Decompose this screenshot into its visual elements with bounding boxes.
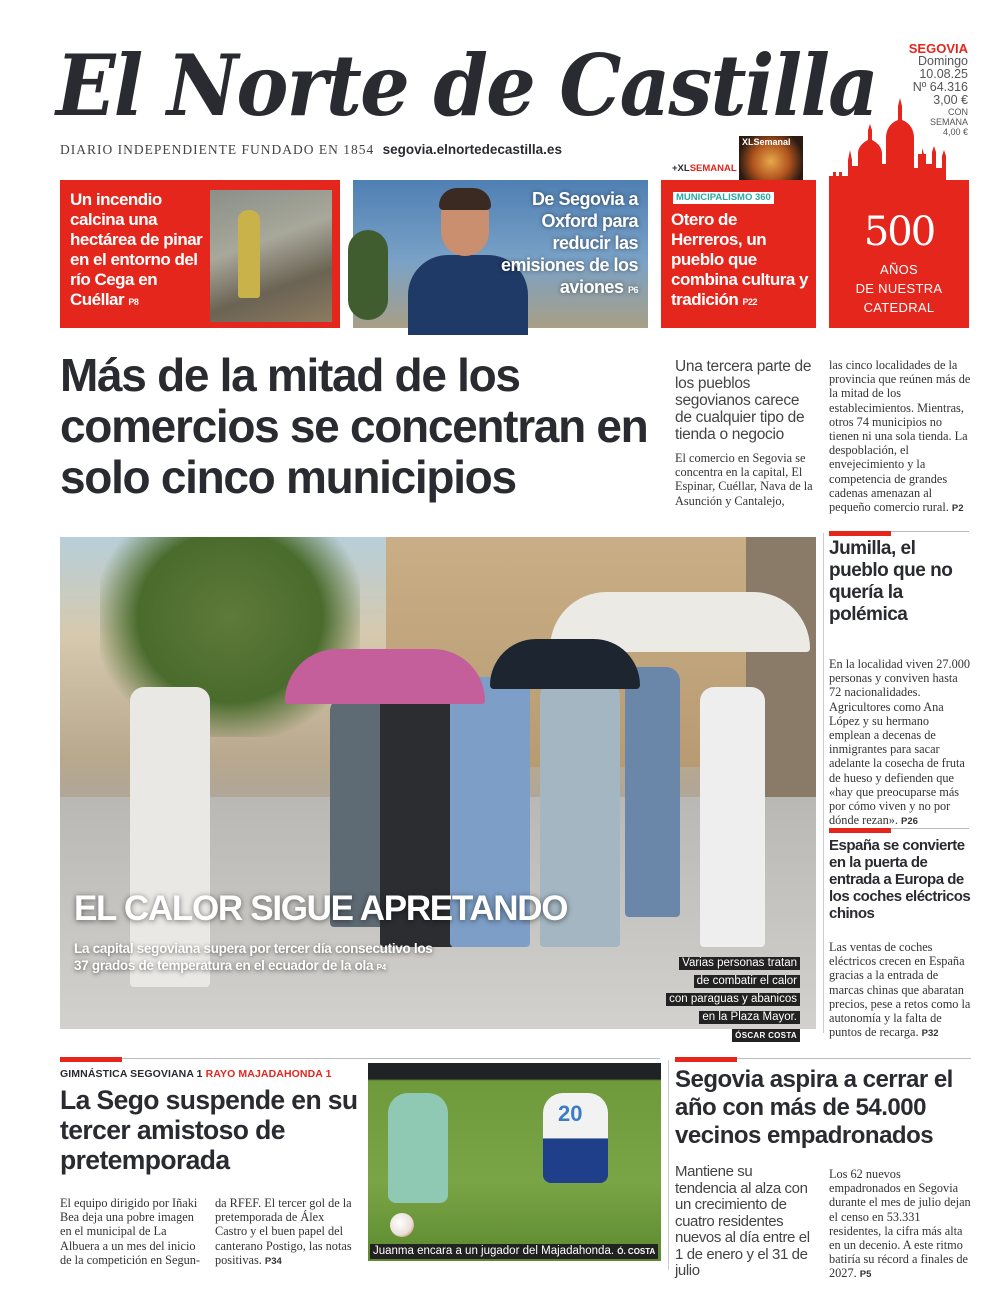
teaser-incendio[interactable] (60, 180, 340, 328)
xl-name: SEMANAL (689, 163, 737, 174)
red-accent-bar (829, 531, 891, 536)
edition-price-semana: 4,00 € (942, 127, 968, 137)
teaser-headline (671, 210, 811, 312)
tree-shape (348, 230, 388, 320)
red-accent-bar (675, 1057, 737, 1062)
sports-body-col2 (215, 1196, 358, 1269)
page-ref: P34 (264, 1255, 282, 1267)
match-score-kicker (60, 1068, 332, 1080)
column-divider (668, 1060, 669, 1270)
masthead-logo[interactable]: El Norte de Castilla (56, 36, 877, 135)
red-accent-bar (60, 1057, 122, 1062)
main-photo[interactable] (60, 537, 816, 1040)
photo-subhead (74, 940, 444, 976)
coches-body-text: Las ventas de coches eléctricos crecen en España gracias a la entrada de marcas chinas que abaratan precios, pese a retos como la autonomía y la falta de puntos de recarga. (829, 940, 971, 1040)
edition-semana: SEMANA (929, 117, 968, 127)
lead-body-col1: El comercio en Segovia se concentra en la capital, El Espinar, Cuéllar, Nava de la Asunción y Cantalejo, (675, 451, 813, 508)
edition-issue: Nº 64.316 (912, 80, 968, 94)
coches-headline[interactable]: España se convierte en la puerta de entrada a Europa de los coches eléctricos chinos (829, 837, 971, 922)
teaser-headline-text: Otero de Herreros, un pueblo que combina cultura y tradición (671, 210, 808, 309)
home-team-score: GIMNÁSTICA SEGOVIANA 1 (60, 1068, 203, 1080)
census-deck: Mantiene su tendencia al alza con un crecimiento de cuatro residentes nuevos al día entre el 1 de enero y el 31 de julio (675, 1163, 810, 1279)
anniversary-line: CATEDRAL (863, 300, 935, 315)
sports-headline[interactable]: La Sego suspende en su tercer amistoso de pretemporada (60, 1085, 358, 1175)
umbrella-pink (285, 649, 485, 704)
away-team-score: RAYO MAJADAHONDA 1 (205, 1068, 332, 1080)
firefighter-photo (210, 190, 332, 322)
teaser-oxford[interactable] (353, 180, 648, 328)
cathedral-silhouette-icon (829, 98, 969, 190)
teaser-catedral[interactable] (829, 180, 969, 328)
edition-day: Domingo (917, 54, 968, 68)
page-ref: P2 (951, 503, 964, 515)
lead-body-text: las cinco localidades de la provincia que reúnen más de la mitad de los establecimientos. Mientras, otros 74 municipios no tienen ni una sola tienda. La despoblación, el envejecimiento y la competencia de grandes cadenas amenazan al pequeño comercio rural. (829, 358, 971, 515)
census-body (829, 1167, 971, 1283)
jumilla-headline[interactable]: Jumilla, el pueblo que no quería la polémica (829, 538, 953, 625)
lead-headline[interactable]: Más de la mitad de los comercios se concentran en solo cinco municipios (60, 349, 648, 503)
column-divider (823, 533, 824, 1033)
anniversary-line: AÑOS (879, 262, 919, 277)
figure-shape (625, 667, 680, 917)
edition-city: SEGOVIA (908, 41, 968, 56)
census-body-text: Los 62 nuevos empadronados en Segovia durante el mes de julio dejan el censo en 53.331 residentes, la cifra más alta en un decenio. A este ritmo batiría su récord a finales de 2027. (829, 1167, 971, 1281)
photo-subhead-text: La capital segoviana supera por tercer día consecutivo los 37 grados de temperatura en el ecuador de la ola (74, 941, 433, 973)
xlsemanal-cover-text: XLSemanal (742, 137, 791, 147)
figure-shape (700, 687, 765, 947)
red-accent-bar (829, 828, 891, 833)
football-photo-caption (370, 1244, 658, 1259)
xl-plus: +XL (672, 163, 690, 174)
photo-credit: ÓSCAR COSTA (732, 1029, 800, 1042)
page-ref: P32 (921, 1028, 939, 1040)
jersey-number: 20 (558, 1101, 583, 1126)
page-ref: P4 (376, 963, 386, 972)
anniversary-text (829, 260, 969, 317)
umbrella-dark (490, 639, 640, 689)
caption-line: con paraguas y abanicos (666, 993, 800, 1006)
edition-con: CON (948, 107, 968, 117)
firefighter-figure (238, 210, 260, 298)
page-ref: P5 (859, 1269, 872, 1281)
football-icon (390, 1213, 414, 1237)
xlsemanal-label (672, 163, 737, 174)
section-kicker: MUNICIPALISMO 360 (673, 192, 774, 204)
page-ref: P22 (742, 297, 758, 307)
masthead-tagline (60, 142, 562, 158)
tagline-text: DIARIO INDEPENDIENTE FUNDADO EN 1854 (60, 142, 375, 157)
teaser-headline-text: De Segovia a Oxford para reducir las emisiones de los aviones (500, 189, 638, 297)
page-ref: P6 (627, 285, 638, 295)
jumilla-body-text: En la localidad viven 27.000 personas y conviven hasta 72 nacionalidades. Agricultores como Ana López y su hermano emplean a decenas de inmigrantes para sacar adelante la cosecha de fruta de hueso y defienden que «hay que preocuparse más por cómo viven y no por dónde rezan». (829, 657, 971, 828)
jumilla-body (829, 657, 971, 829)
anniversary-line: DE NUESTRA (855, 281, 943, 296)
caption-line: de combatir el calor (694, 975, 800, 988)
photo-headline: EL CALOR SIGUE APRETANDO (74, 889, 568, 928)
teaser-headline-text: Un incendio calcina una hectárea de pinar en el entorno del río Cega en Cuéllar (70, 190, 203, 309)
caption-line: en la Plaza Mayor. (699, 1011, 800, 1024)
edition-price: 3,00 € (933, 93, 968, 107)
football-photo[interactable] (368, 1063, 661, 1261)
photo-caption (666, 953, 800, 1043)
anniversary-number: 500 (863, 209, 935, 255)
sports-body-col1: El equipo dirigido por Iñaki Bea deja una pobre imagen en el municipal de La Albuera a un mes del inicio de la competición en Segun- (60, 1196, 201, 1267)
sports-body-text: da RFEF. El tercer gol de la pretemporada de Álex Castro y el buen papel del canterano Postigo, las notas positivas. (215, 1196, 352, 1267)
lead-deck: Una tercera parte de los pueblos segovianos carece de cualquier tipo de tienda o negocio (675, 358, 812, 443)
caption-text: Juanma encara a un jugador del Majadahonda. (373, 1245, 615, 1257)
census-headline[interactable]: Segovia aspira a cerrar el año con más de 54.000 vecinos empadronados (675, 1066, 953, 1149)
coches-body (829, 940, 971, 1041)
xlsemanal-cover[interactable] (739, 136, 803, 182)
page-ref: P8 (128, 297, 139, 307)
teaser-headline (70, 190, 210, 312)
section-rule (60, 1058, 660, 1059)
photo-credit: Ó. COSTA (617, 1247, 656, 1256)
website-link[interactable]: segovia.elnortedecastilla.es (382, 142, 562, 157)
player-figure (388, 1093, 448, 1203)
caption-line: Varias personas tratan (679, 957, 800, 970)
person-hair (439, 188, 491, 210)
teaser-otero[interactable] (661, 180, 816, 328)
edition-date: 10.08.25 (919, 67, 968, 81)
teaser-headline (488, 188, 638, 301)
lead-body-col2 (829, 358, 971, 516)
page-ref: P26 (901, 816, 918, 828)
